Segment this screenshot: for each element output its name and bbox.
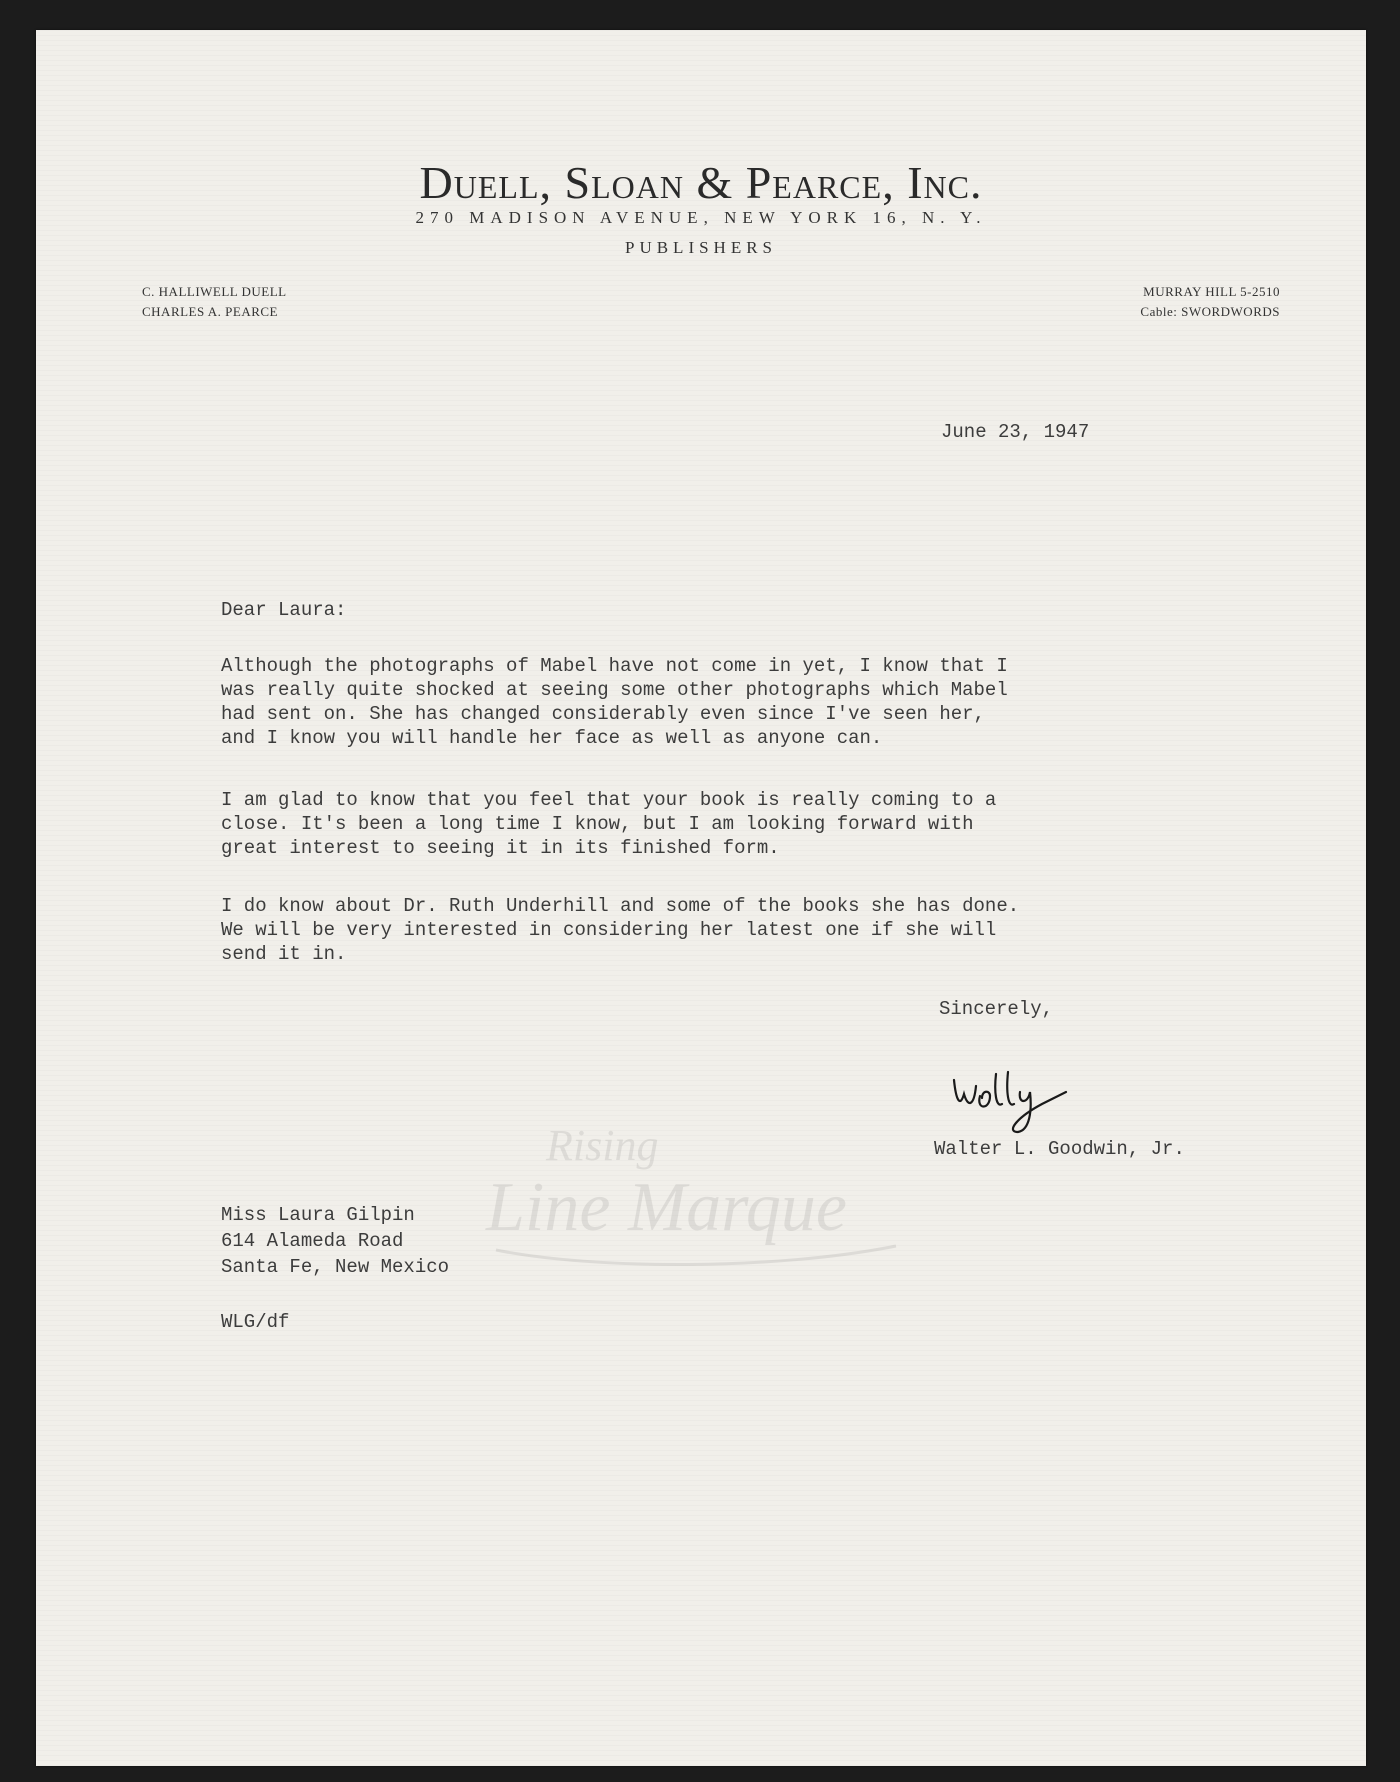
cable-address: Cable: SWORDWORDS <box>1140 304 1280 319</box>
body-paragraph: I am glad to know that you feel that your book is really coming to a close. It's been a long time I know, but I am looking forward with great interest to seeing it in its finished form. <box>221 789 997 859</box>
signer-name: Walter L. Goodwin, Jr. <box>934 1138 1185 1160</box>
partner-name: CHARLES A. PEARCE <box>142 304 278 319</box>
svg-text:Line Marque: Line Marque <box>486 1169 847 1246</box>
partners-list <box>142 282 287 322</box>
phone-number: MURRAY HILL 5-2510 <box>1143 284 1280 299</box>
firm-address: 270 MADISON AVENUE, NEW YORK 16, N. Y. <box>415 208 987 227</box>
body-paragraph: I do know about Dr. Ruth Underhill and some of the books she has done. We will be very interested in considering her latest one if she will send it in. <box>221 895 1020 965</box>
firm-type: PUBLISHERS <box>624 238 778 257</box>
recipient-address: Miss Laura Gilpin 614 Alameda Road Santa Fe, New Mexico <box>221 1204 450 1278</box>
letter-page <box>36 30 1366 1766</box>
reference-initials: WLG/df <box>221 1311 290 1333</box>
body-paragraph: Although the photographs of Mabel have not come in yet, I know that I was really quite shocked at seeing some other photographs which Mabel had sent on. She has changed considerably even since I've seen her, and I know you will handle her face as well as anyone can. <box>221 655 1008 749</box>
salutation: Dear Laura: <box>221 599 347 621</box>
firm-name: Duell, Sloan & Pearce, Inc. <box>419 157 983 208</box>
contact-info <box>1140 282 1280 322</box>
svg-text:Rising: Rising <box>546 1121 659 1170</box>
letter-date: June 23, 1947 <box>941 421 1090 443</box>
handwritten-signature <box>946 1060 1076 1140</box>
closing: Sincerely, <box>939 998 1054 1020</box>
partner-name: C. HALLIWELL DUELL <box>142 284 287 299</box>
watermark-logo <box>476 1120 916 1300</box>
